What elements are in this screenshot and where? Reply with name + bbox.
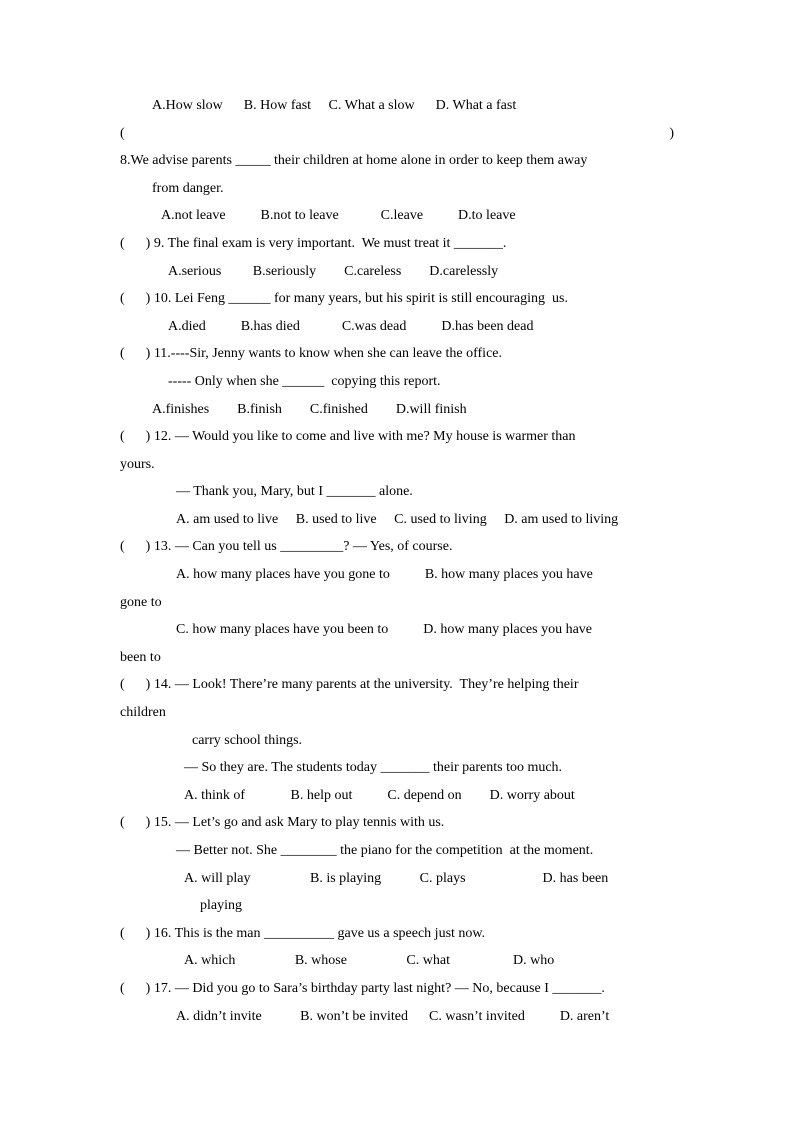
q8-stem: 8.We advise parents _____ their children at home alone in order to keep them away	[120, 153, 588, 168]
q15-options: A. will play B. is playing C. plays D. has been	[184, 871, 609, 886]
q12-stem: ( ) 12. — Would you like to come and live with me? My house is warmer than	[120, 429, 576, 444]
q13-options-ab: A. how many places have you gone to B. how many places you have	[176, 567, 593, 582]
q9-options: A.serious B.seriously C.careless D.carelessly	[168, 264, 499, 279]
q17-stem: ( ) 17. — Did you go to Sara’s birthday party last night? — No, because I _______.	[120, 981, 605, 996]
q15-reply: — Better not. She ________ the piano for the competition at the moment.	[176, 843, 594, 858]
q12-reply: — Thank you, Mary, but I _______ alone.	[176, 484, 413, 499]
open-bracket: (	[120, 126, 125, 141]
q17-options: A. didn’t invite B. won’t be invited C. wasn’t invited D. aren’t	[176, 1009, 610, 1024]
q7-options: A.How slow B. How fast C. What a slow D. What a fast	[152, 98, 517, 113]
close-bracket: )	[669, 126, 674, 141]
q8-options: A.not leave B.not to leave C.leave D.to leave	[161, 208, 516, 223]
q14-stem-cont2: carry school things.	[192, 733, 303, 748]
q15-options-cont: playing	[200, 898, 242, 913]
q13-options-cd-cont: been to	[120, 650, 161, 665]
q11-stem: ( ) 11.----Sir, Jenny wants to know when she can leave the office.	[120, 346, 502, 361]
q8-stem-cont: from danger.	[152, 181, 224, 196]
q14-stem-cont: children	[120, 705, 166, 720]
q15-stem: ( ) 15. — Let’s go and ask Mary to play tennis with us.	[120, 815, 445, 830]
q16-options: A. which B. whose C. what D. who	[184, 953, 555, 968]
q14-options: A. think of B. help out C. depend on D. worry about	[184, 788, 575, 803]
q10-options: A.died B.has died C.was dead D.has been dead	[168, 319, 534, 334]
q14-reply: — So they are. The students today _______ their parents too much.	[184, 760, 563, 775]
q13-stem: ( ) 13. — Can you tell us _________? — Yes, of course.	[120, 539, 453, 554]
q13-options-cd: C. how many places have you been to D. how many places you have	[176, 622, 593, 637]
q11-options: A.finishes B.finish C.finished D.will finish	[152, 402, 467, 417]
q10-stem: ( ) 10. Lei Feng ______ for many years, but his spirit is still encouraging us.	[120, 291, 568, 306]
q14-stem: ( ) 14. — Look! There’re many parents at the university. They’re helping their	[120, 677, 579, 692]
q16-stem: ( ) 16. This is the man __________ gave us a speech just now.	[120, 926, 486, 941]
q8-bracket-line	[120, 125, 674, 143]
q9-stem: ( ) 9. The final exam is very important. We must treat it _______.	[120, 236, 507, 251]
q12-options: A. am used to live B. used to live C. used to living D. am used to living	[176, 512, 619, 527]
q12-stem-cont: yours.	[120, 457, 155, 472]
q13-options-ab-cont: gone to	[120, 595, 162, 610]
q11-reply: ----- Only when she ______ copying this report.	[168, 374, 441, 389]
